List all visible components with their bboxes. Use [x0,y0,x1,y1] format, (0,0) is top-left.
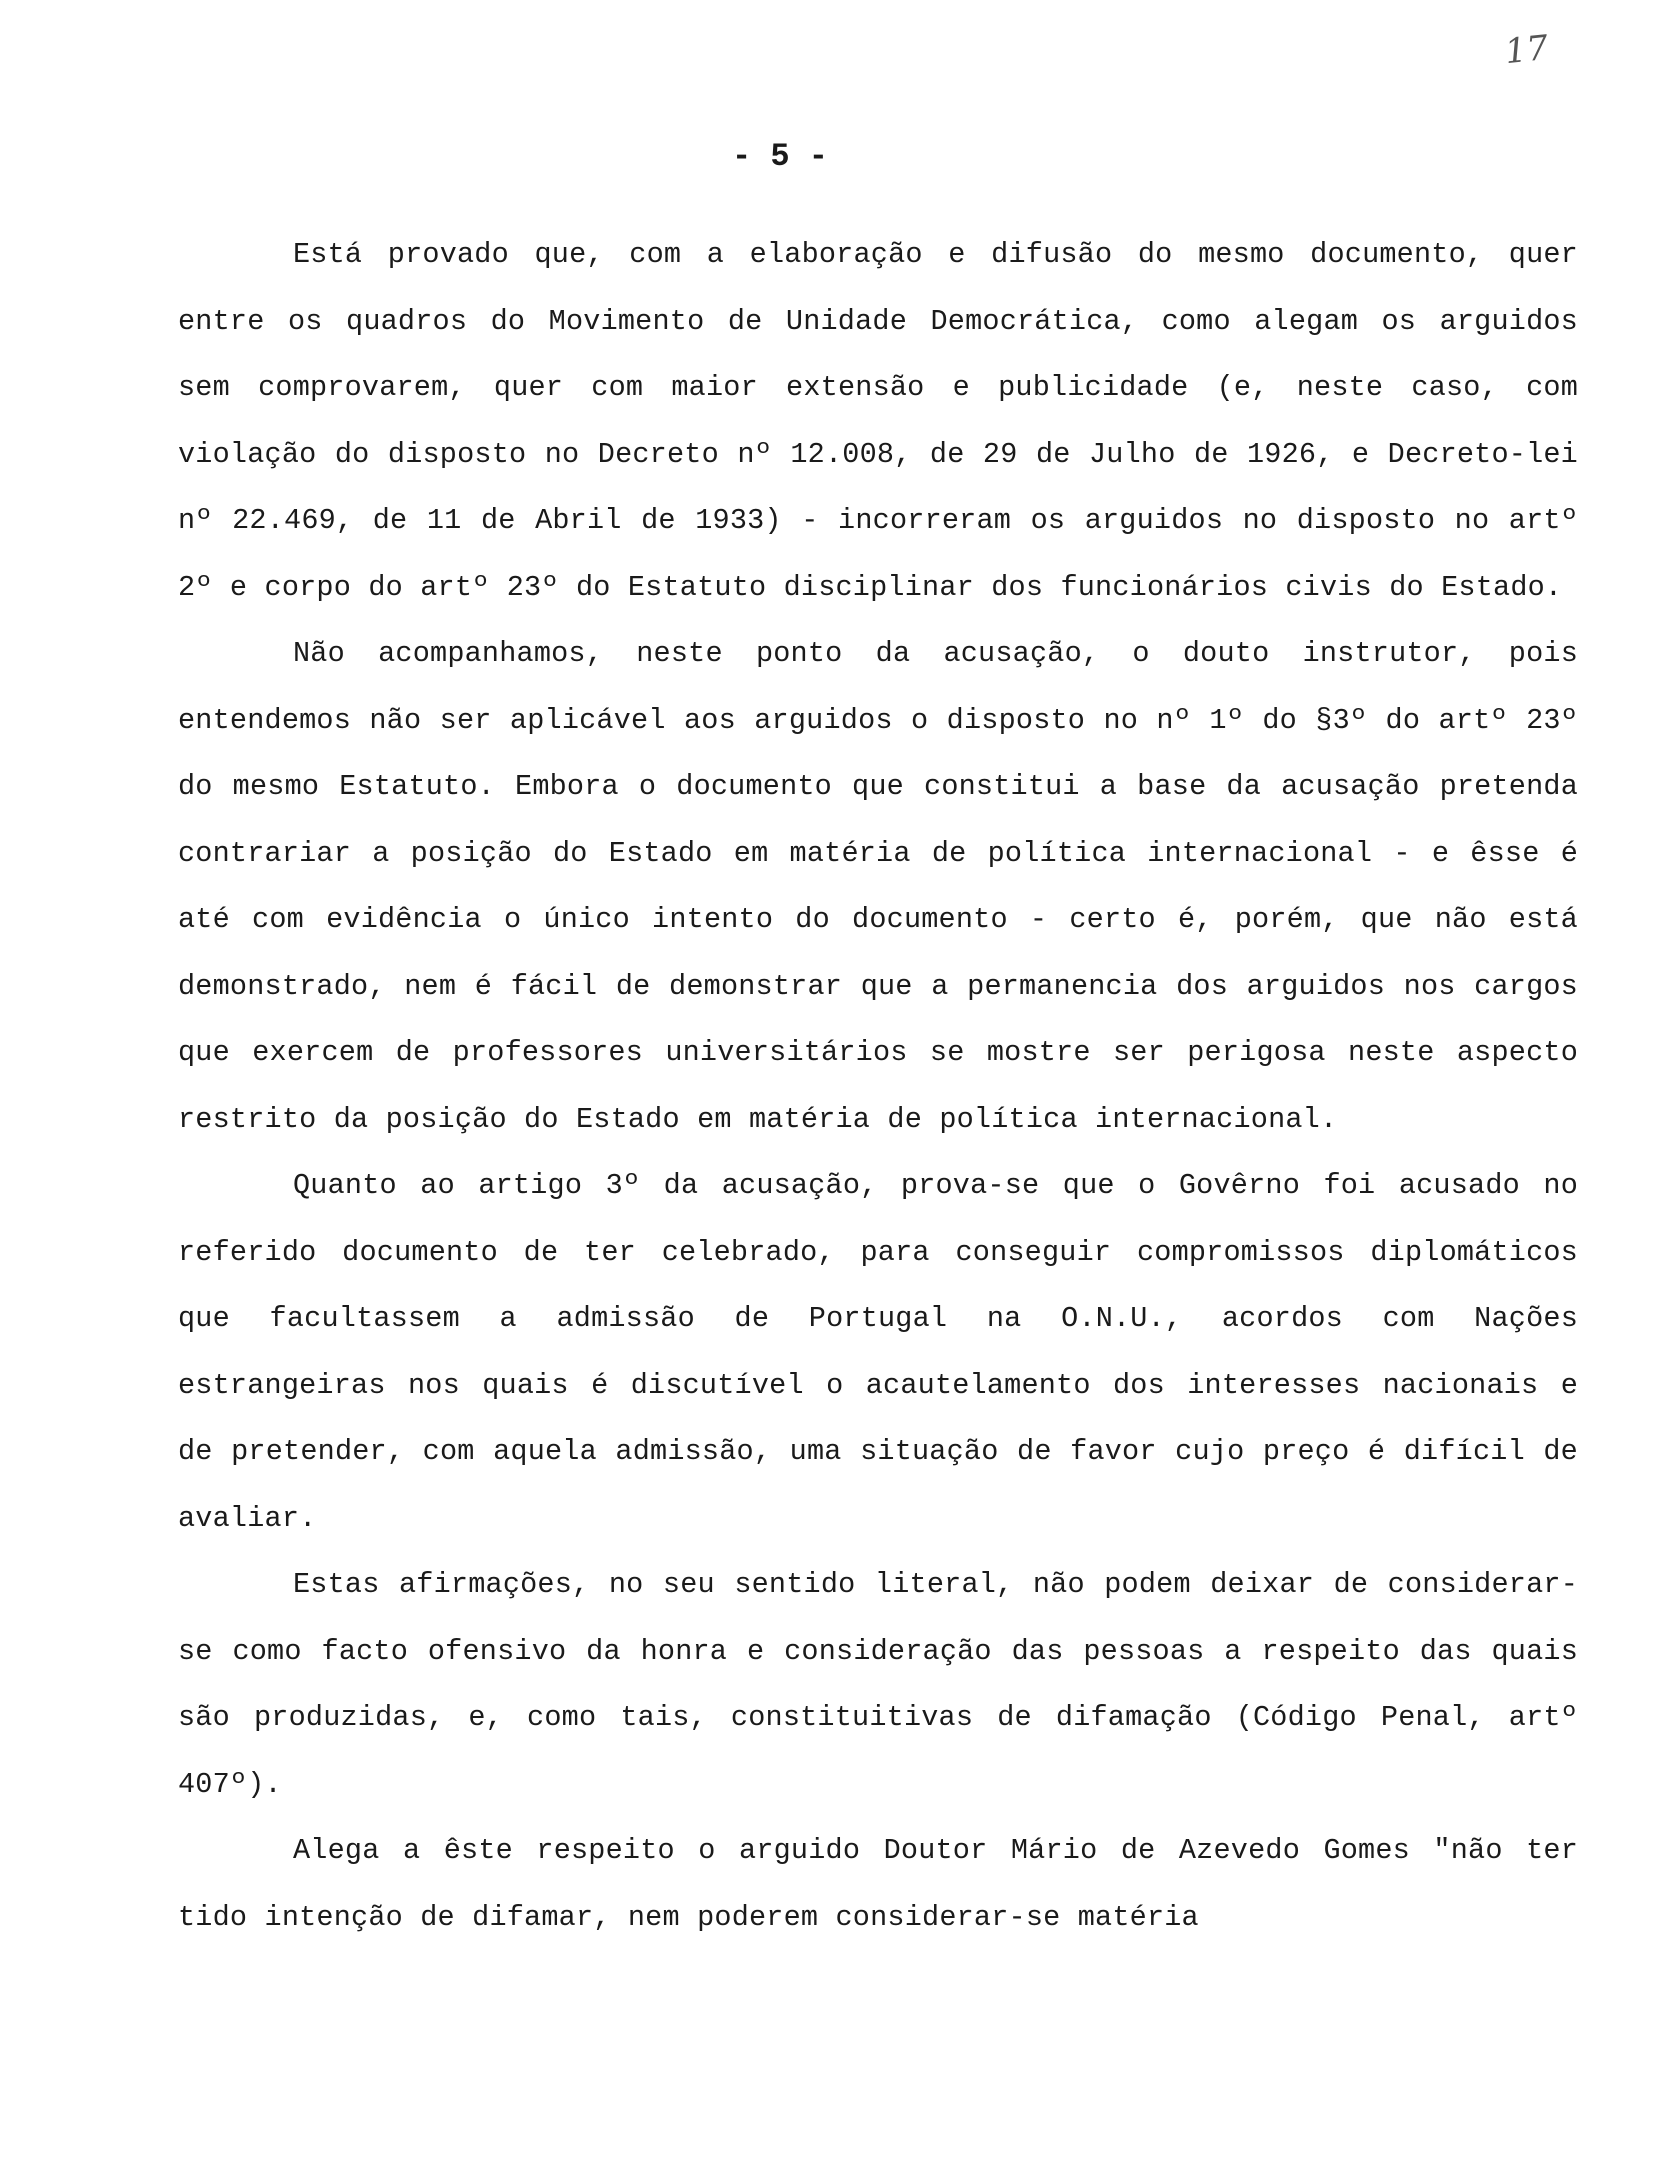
paragraph-4-text: Estas afirmações, no seu sentido literal, não podem deixar de considerar-se como facto ofensivo da honra e consideração das pessoas a respeito das quais são produzidas, e, como tais, constituitivas de difamação (Código Penal, artº 407º). [178,1568,1578,1801]
paragraph-1 [178,222,1578,621]
body-text [178,222,1578,1951]
paragraph-1-text: Está provado que, com a elaboração e difusão do mesmo documento, quer entre os quadros do Movimento de Unidade Democrática, como alegam os arguidos sem comprovarem, quer com maior extensão e publicidade (e, neste caso, com violação do disposto no Decreto nº 12.008, de 29 de Julho de 1926, e Decreto-lei nº 22.469, de 11 de Abril de 1933) - incorreram os arguidos no disposto no artº 2º e corpo do artº 23º do Estatuto disciplinar dos funcionários civis do Estado. [178,238,1578,604]
page-number: - 5 - [731,138,828,175]
handwritten-folio-number: 17 [1503,27,1551,73]
paragraph-2-text: Não acompanhamos, neste ponto da acusação, o douto instrutor, pois entendemos não ser aplicável aos arguidos o disposto no nº 1º do §3º do artº 23º do mesmo Estatuto. Embora o documento que constitui a base da acusação pretenda contrariar a posição do Estado em matéria de política internacional - e êsse é até com evidência o único intento do documento - certo é, porém, que não está demonstrado, nem é fácil de demonstrar que a permanencia dos arguidos nos cargos que exercem de professores universitários se mostre ser perigosa neste aspecto restrito da posição do Estado em matéria de política internacional. [178,637,1578,1136]
paragraph-2 [178,621,1578,1153]
paragraph-3-text: Quanto ao artigo 3º da acusação, prova-se que o Govêrno foi acusado no referido documento de ter celebrado, para conseguir compromissos diplomáticos que facultassem a admissão de Portugal na O.N.U., acordos com Nações estrangeiras nos quais é discutível o acautelamento dos interesses nacionais e de pretender, com aquela admissão, uma situação de favor cujo preço é difícil de avaliar. [178,1169,1578,1535]
paragraph-3 [178,1153,1578,1552]
paragraph-4 [178,1552,1578,1818]
paragraph-5-text: Alega a êste respeito o arguido Doutor Mário de Azevedo Gomes "não ter tido intenção de difamar, nem poderem considerar-se matéria [178,1834,1578,1934]
paragraph-5 [178,1818,1578,1951]
